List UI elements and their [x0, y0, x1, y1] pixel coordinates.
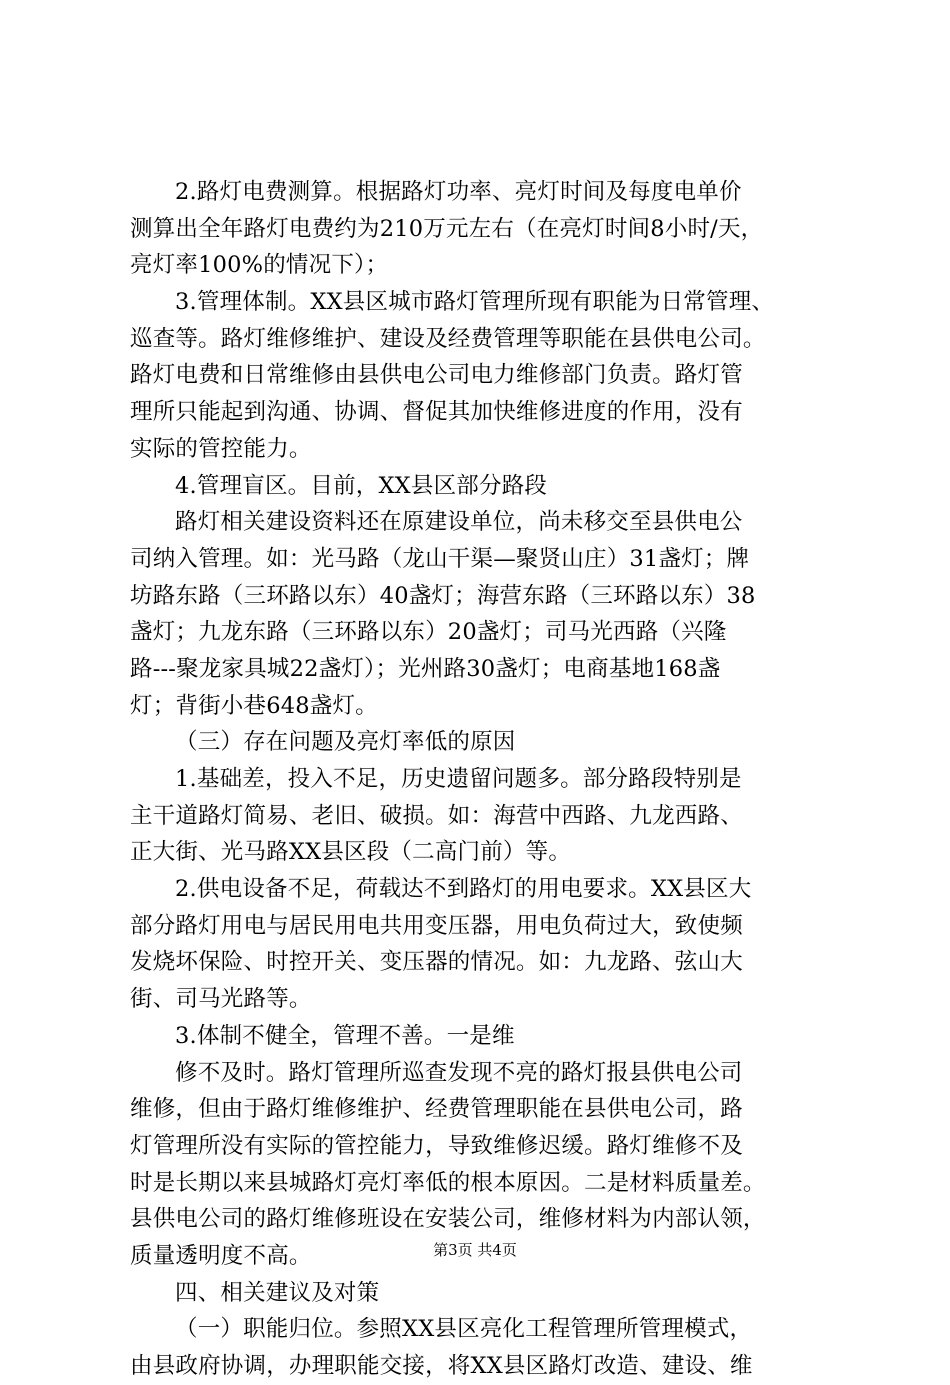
text-line: 4.管理盲区。目前，XX县区部分路段	[175, 472, 548, 499]
text-line: 质量透明度不高。	[130, 1242, 312, 1269]
text-line: 理所只能起到沟通、协调、督促其加快维修进度的作用，没有	[130, 399, 743, 426]
text-line: 部分路灯用电与居民用电共用变压器，用电负荷过大，致使频	[130, 912, 743, 939]
text-line: 路灯相关建设资料还在原建设单位，尚未移交至县供电公	[175, 509, 743, 536]
text-line: 灯管理所没有实际的管控能力，导致维修迟缓。路灯维修不及	[130, 1132, 743, 1159]
text-line: 司纳入管理。如：光马路（龙山干渠—聚贤山庄）31盏灯；牌	[130, 545, 750, 572]
text-line: 发烧坏保险、时控开关、变压器的情况。如：九龙路、弦山大	[130, 949, 743, 976]
text-line: 路---聚龙家具城22盏灯）；光州路30盏灯；电商基地168盏	[130, 655, 721, 682]
text-line: 修不及时。路灯管理所巡查发现不亮的路灯报县供电公司	[175, 1059, 743, 1086]
text-line: 时是长期以来县城路灯亮灯率低的根本原因。二是材料质量差。	[130, 1169, 766, 1196]
document-body	[130, 174, 830, 1385]
text-line: （三）存在问题及亮灯率低的原因	[175, 729, 516, 756]
text-line: （一）职能归位。参照XX县区亮化工程管理所管理模式，	[175, 1316, 753, 1343]
text-line: 1.基础差，投入不足，历史遗留问题多。部分路段特别是	[175, 766, 742, 792]
text-line: 亮灯率100%的情况下）；	[130, 252, 389, 279]
text-line: 由县政府协调，办理职能交接，将XX县区路灯改造、建设、维	[130, 1353, 753, 1379]
text-line: 盏灯；九龙东路（三环路以东）20盏灯；司马光西路（兴隆	[130, 619, 727, 646]
text-line: 灯；背街小巷648盏灯。	[130, 692, 378, 719]
text-line: 3.体制不健全，管理不善。一是维	[175, 1022, 515, 1049]
text-line: 坊路东路（三环路以东）40盏灯；海营东路（三环路以东）38	[130, 582, 756, 609]
text-line: 测算出全年路灯电费约为210万元左右（在亮灯时间8小时/天，	[130, 215, 764, 242]
page-footer	[0, 1240, 950, 1260]
text-line: 路灯电费和日常维修由县供电公司电力维修部门负责。路灯管	[130, 362, 743, 389]
text-line: 主干道路灯简易、老旧、破损。如：海营中西路、九龙西路、	[130, 802, 743, 829]
text-line: 3.管理体制。XX县区城市路灯管理所现有职能为日常管理、	[175, 289, 775, 316]
text-line: 2.供电设备不足，荷载达不到路灯的用电要求。XX县区大	[175, 876, 752, 903]
text-line: 实际的管控能力。	[130, 435, 312, 462]
text-line: 正大街、光马路XX县区段（二高门前）等。	[130, 839, 572, 866]
page-number: 第3页 共4页	[433, 1241, 517, 1259]
text-line: 街、司马光路等。	[130, 986, 312, 1013]
text-line: 2.路灯电费测算。根据路灯功率、亮灯时间及每度电单价	[175, 179, 742, 205]
text-line: 四、相关建议及对策	[175, 1279, 380, 1306]
text-line: 维修，但由于路灯维修维护、经费管理职能在县供电公司，路	[130, 1096, 743, 1123]
text-line: 巡查等。路灯维修维护、建设及经费管理等职能在县供电公司。	[130, 325, 766, 352]
text-line: 县供电公司的路灯维修班设在安装公司，维修材料为内部认领，	[130, 1206, 766, 1233]
